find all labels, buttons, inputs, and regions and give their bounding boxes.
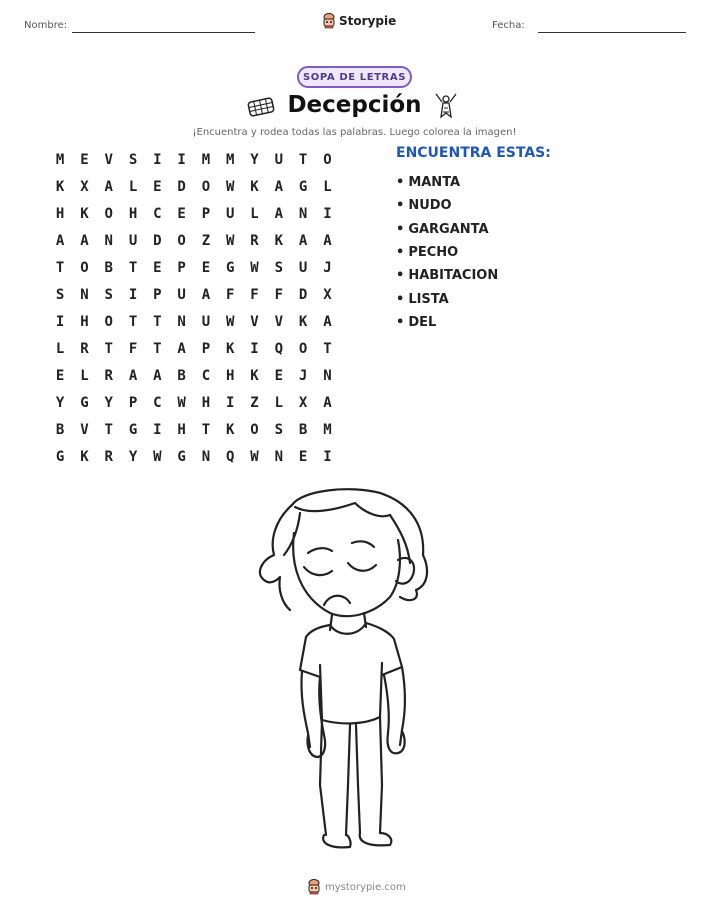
grid-cell[interactable]: G [226, 259, 235, 276]
grid-cell[interactable]: W [250, 448, 259, 465]
grid-cell[interactable]: G [80, 394, 89, 411]
grid-cell[interactable]: T [153, 340, 162, 357]
grid-cell[interactable]: O [80, 259, 89, 276]
grid-cell[interactable]: A [274, 178, 284, 195]
grid-cell[interactable]: Y [128, 448, 138, 465]
grid-row [48, 443, 340, 470]
grid-cell[interactable]: H [128, 205, 138, 222]
grid-cell[interactable]: U [226, 205, 235, 222]
fecha-line[interactable] [538, 32, 686, 33]
grid-cell[interactable]: R [104, 367, 113, 384]
grid-cell[interactable]: I [226, 394, 235, 411]
grid-row [48, 416, 340, 443]
grid-cell[interactable]: J [323, 259, 332, 276]
grid-cell[interactable]: S [274, 259, 284, 276]
storypie-logo-icon [307, 879, 321, 895]
title-row [0, 90, 709, 124]
grid-cell[interactable]: A [201, 286, 211, 303]
grid-cell[interactable]: A [298, 232, 308, 249]
word-label: MANTA [408, 175, 461, 191]
ribbon-figure-icon [432, 90, 460, 120]
grid-cell[interactable]: Y [250, 151, 259, 168]
grid-cell[interactable]: N [177, 313, 186, 330]
word-list-item [396, 287, 498, 310]
word-list-item [396, 241, 498, 264]
grid-cell[interactable]: C [153, 205, 162, 222]
grid-cell[interactable]: D [177, 178, 186, 195]
grid-row [48, 335, 340, 362]
footer-url[interactable]: mystorypie.com [325, 881, 406, 893]
grid-cell[interactable]: F [274, 286, 284, 303]
grid-cell[interactable]: G [128, 421, 138, 438]
grid-cell[interactable]: T [128, 313, 138, 330]
grid-cell[interactable]: W [226, 313, 235, 330]
grid-cell[interactable]: A [104, 178, 113, 195]
grid-cell[interactable]: R [104, 448, 113, 465]
grid-cell[interactable]: A [80, 232, 89, 249]
grid-cell[interactable]: O [323, 151, 332, 168]
grid-cell[interactable]: I [153, 151, 162, 168]
grid-cell[interactable]: T [323, 340, 332, 357]
grid-cell[interactable]: O [201, 178, 211, 195]
grid-cell[interactable]: F [250, 286, 259, 303]
grid-cell[interactable]: U [128, 232, 138, 249]
word-list-item [396, 264, 498, 287]
grid-cell[interactable]: W [250, 259, 259, 276]
grid-cell[interactable]: M [55, 151, 65, 168]
grid-cell[interactable]: X [298, 394, 308, 411]
grid-cell[interactable]: D [153, 232, 162, 249]
grid-cell[interactable]: W [226, 232, 235, 249]
bullet-icon: • [396, 198, 405, 214]
grid-cell[interactable]: K [274, 232, 284, 249]
grid-cell[interactable]: W [226, 178, 235, 195]
grid-cell[interactable]: Z [250, 394, 259, 411]
instructions: ¡Encuentra y rodea todas las palabras. Luego colorea la imagen! [192, 127, 517, 138]
grid-cell[interactable]: P [128, 394, 138, 411]
grid-cell[interactable]: A [128, 367, 138, 384]
grid-cell[interactable]: V [104, 151, 113, 168]
grid-cell[interactable]: T [298, 151, 308, 168]
worksheet-type-badge: SOPA DE LETRAS [297, 66, 412, 88]
grid-cell[interactable]: N [274, 448, 284, 465]
word-list-item [396, 171, 498, 194]
grid-cell[interactable]: N [323, 367, 332, 384]
grid-cell[interactable]: U [274, 151, 284, 168]
bullet-icon: • [396, 175, 405, 191]
word-label: PECHO [408, 245, 459, 261]
grid-cell[interactable]: K [226, 340, 235, 357]
grid-cell[interactable]: F [128, 340, 138, 357]
grid-cell[interactable]: I [153, 421, 162, 438]
grid-cell[interactable]: N [80, 286, 89, 303]
grid-cell[interactable]: H [80, 313, 89, 330]
grid-cell[interactable]: T [128, 259, 138, 276]
grid-row [48, 146, 340, 173]
grid-cell[interactable]: G [55, 448, 65, 465]
word-label: LISTA [408, 291, 449, 307]
storypie-logo-icon [322, 13, 336, 29]
grid-cell[interactable]: B [298, 421, 308, 438]
grid-cell[interactable]: Y [55, 394, 65, 411]
bullet-icon: • [396, 314, 405, 330]
fecha-label: Fecha: [492, 20, 525, 31]
page-title: Decepción [287, 92, 422, 118]
grid-cell[interactable]: P [201, 340, 211, 357]
grid-row [48, 389, 340, 416]
grid-row [48, 362, 340, 389]
grid-cell[interactable]: M [226, 151, 235, 168]
word-list-item [396, 218, 498, 241]
grid-cell[interactable]: Q [226, 448, 235, 465]
grid-cell[interactable]: P [177, 259, 186, 276]
grid-cell[interactable]: E [153, 259, 162, 276]
grid-cell[interactable]: O [298, 340, 308, 357]
grid-cell[interactable]: O [104, 313, 113, 330]
grid-cell[interactable]: S [104, 286, 113, 303]
grid-cell[interactable]: R [80, 340, 89, 357]
grid-cell[interactable]: Y [104, 394, 113, 411]
grid-cell[interactable]: I [250, 340, 259, 357]
grid-cell[interactable]: P [201, 205, 211, 222]
bullet-icon: • [396, 268, 405, 284]
word-list-title: ENCUENTRA ESTAS: [396, 145, 551, 161]
grid-cell[interactable]: A [274, 205, 284, 222]
grid-cell[interactable]: K [226, 421, 235, 438]
grid-cell[interactable]: M [323, 421, 332, 438]
grid-cell[interactable]: X [80, 178, 89, 195]
grid-cell[interactable]: K [250, 367, 259, 384]
grid-cell[interactable]: H [226, 367, 235, 384]
grid-cell[interactable]: J [298, 367, 308, 384]
word-search-grid[interactable] [48, 146, 340, 470]
grid-cell[interactable]: L [323, 178, 332, 195]
grid-cell[interactable]: A [55, 232, 65, 249]
word-label: NUDO [408, 198, 452, 214]
grid-cell[interactable]: V [250, 313, 259, 330]
grid-cell[interactable]: L [55, 340, 65, 357]
grid-cell[interactable]: F [226, 286, 235, 303]
grid-cell[interactable]: I [128, 286, 138, 303]
grid-cell[interactable]: O [104, 205, 113, 222]
grid-cell[interactable]: N [201, 448, 211, 465]
grid-cell[interactable]: E [80, 151, 89, 168]
grid-cell[interactable]: B [177, 367, 186, 384]
grid-cell[interactable]: G [177, 448, 186, 465]
grid-cell[interactable]: A [323, 232, 332, 249]
grid-row [48, 227, 340, 254]
grid-cell[interactable]: L [274, 394, 284, 411]
grid-cell[interactable]: A [323, 313, 332, 330]
grid-cell[interactable]: H [201, 394, 211, 411]
grid-cell[interactable]: V [274, 313, 284, 330]
grid-cell[interactable]: A [153, 367, 162, 384]
grid-cell[interactable]: A [177, 340, 186, 357]
grid-cell[interactable]: Q [274, 340, 284, 357]
grid-cell[interactable]: E [274, 367, 284, 384]
grid-cell[interactable]: K [55, 178, 65, 195]
nombre-line[interactable] [72, 32, 255, 33]
grid-cell[interactable]: D [298, 286, 308, 303]
grid-cell[interactable]: B [104, 259, 113, 276]
grid-cell[interactable]: K [250, 178, 259, 195]
grid-row [48, 254, 340, 281]
grid-cell[interactable]: M [201, 151, 211, 168]
grid-cell[interactable]: U [177, 286, 186, 303]
grid-cell[interactable]: I [323, 205, 332, 222]
grid-cell[interactable]: S [274, 421, 284, 438]
grid-cell[interactable]: L [250, 205, 259, 222]
grid-cell[interactable]: I [55, 313, 65, 330]
grid-cell[interactable]: E [153, 178, 162, 195]
grid-cell[interactable]: H [55, 205, 65, 222]
bullet-icon: • [396, 291, 405, 307]
grid-cell[interactable]: T [104, 421, 113, 438]
grid-cell[interactable]: I [177, 151, 186, 168]
grid-row [48, 308, 340, 335]
grid-cell[interactable]: T [153, 313, 162, 330]
grid-cell[interactable]: K [80, 205, 89, 222]
grid-cell[interactable]: K [298, 313, 308, 330]
grid-cell[interactable]: K [80, 448, 89, 465]
grid-cell[interactable]: S [128, 151, 138, 168]
grid-cell[interactable]: W [177, 394, 186, 411]
grid-cell[interactable]: E [177, 205, 186, 222]
word-list-item [396, 311, 498, 334]
grid-row [48, 173, 340, 200]
nombre-label: Nombre: [24, 20, 68, 31]
grid-cell[interactable]: S [55, 286, 65, 303]
grid-cell[interactable]: G [298, 178, 308, 195]
footer [307, 879, 406, 895]
grid-cell[interactable]: P [153, 286, 162, 303]
bullet-icon: • [396, 245, 405, 261]
brand-logo [322, 13, 396, 29]
grid-cell[interactable]: H [177, 421, 186, 438]
grid-cell[interactable]: U [298, 259, 308, 276]
sad-girl-illustration [240, 485, 470, 855]
grid-cell[interactable]: I [323, 448, 332, 465]
word-label: GARGANTA [408, 221, 489, 237]
word-label: DEL [408, 314, 437, 330]
word-label: HABITACION [408, 268, 499, 284]
grid-cell[interactable]: E [201, 259, 211, 276]
grid-cell[interactable]: C [201, 367, 211, 384]
grid-cell[interactable]: N [104, 232, 113, 249]
grid-cell[interactable]: L [128, 178, 138, 195]
grid-cell[interactable]: C [153, 394, 162, 411]
grid-cell[interactable]: T [55, 259, 65, 276]
grid-cell[interactable]: E [298, 448, 308, 465]
grid-cell[interactable]: X [323, 286, 332, 303]
grid-cell[interactable]: N [298, 205, 308, 222]
grid-cell[interactable]: B [55, 421, 65, 438]
grid-cell[interactable]: R [250, 232, 259, 249]
word-list-item [396, 194, 498, 217]
word-list [396, 171, 498, 334]
grid-cell[interactable]: T [104, 340, 113, 357]
grid-cell[interactable]: E [55, 367, 65, 384]
grid-cell[interactable]: L [80, 367, 89, 384]
grid-cell[interactable]: Z [201, 232, 211, 249]
grid-cell[interactable]: V [80, 421, 89, 438]
grid-cell[interactable]: A [323, 394, 332, 411]
grid-cell[interactable]: W [153, 448, 162, 465]
grid-cell[interactable]: O [250, 421, 259, 438]
grid-cell[interactable]: U [201, 313, 211, 330]
grid-cell[interactable]: T [201, 421, 211, 438]
brand-name: Storypie [339, 14, 397, 28]
bullet-icon: • [396, 221, 405, 237]
grid-row [48, 200, 340, 227]
grid-cell[interactable]: O [177, 232, 186, 249]
grid-row [48, 281, 340, 308]
